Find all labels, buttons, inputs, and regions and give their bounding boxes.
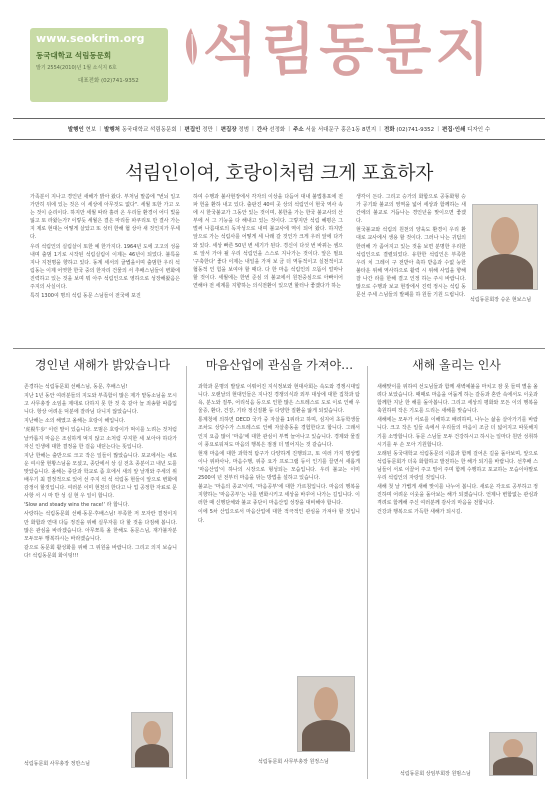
newsletter-header (13, 8, 545, 116)
staff-item (384, 125, 434, 133)
paragraph: 건강과 행복으로 가득한 새해가 되시길. (377, 509, 463, 516)
paragraph: '虎視牛步' 이런 말이 있습니다. 모범은 호랑이가 먹이를 노려는 것처럼 날카롭지 마음은 조심하게 먹지 않고 소처럼 꾸지한 세 보아야 하다가 자신 인생에 대한 결정을 한 걸음 내딛는다는 뜻입니다. (24, 427, 177, 450)
column-rule (367, 366, 368, 779)
staff-item (104, 125, 177, 133)
staff-item (442, 125, 490, 133)
section-divider (13, 348, 545, 349)
author-photo-secretary (131, 712, 173, 768)
paragraph: 생각이 든다. 그리고 승가의 화합으로 공동화형 승가 공기와 불교의 영역을 넓어 세상과 함께하는 새간에의 불교로 거듭나는 경인년을 맞이으면 좋겠다. (356, 194, 466, 225)
author-photo-vice-president (489, 732, 537, 776)
author-photo-lead (472, 204, 538, 290)
publisher-logo-box (30, 28, 168, 102)
staff-value: (02)741-9352 (394, 127, 435, 133)
masthead-title: 석림동문지 (203, 17, 494, 83)
paragraph: 존경하는 석림동문회 선배스님, 동문, 후배스님! (24, 384, 128, 390)
section-title-greeting: 새해 올리는 인사 (412, 358, 501, 372)
paragraph: 현재 마음에 대한 과학적 탐구가 다양하게 진행되고, 또 여러 가지 명상법이나 위파사나, 마음수행, 위증 요가 프로그램 등이 인기를 끌면서 새롭게 '마음산업'이 하나의 시장으로 형성되는 모습입니다. 우리 불교는 이미 2500여 년 전부터 마음을 닦는 방법을 설하고 있습니다. (198, 450, 360, 482)
staff-item (221, 125, 249, 133)
staff-label: 발행인 (67, 127, 84, 133)
paragraph: 특히 1300여 명의 석림 동문 스님들이 전국에 포진 (30, 293, 141, 300)
lead-article-title: 석림인이여, 호랑이처럼 크게 포효하자 (125, 162, 433, 184)
paragraph: 지난해는 소의 해였고 올해는 호랑이 해입니다. (24, 418, 126, 425)
staff-value: 정만 (200, 127, 213, 133)
staff-value: 동국대학교 석림동문회 (120, 127, 177, 133)
staff-separator: | (379, 126, 382, 132)
staff-label: 편집장 (220, 127, 237, 133)
lead-photo-caption: 석림동문회장 승운 현보스님 (470, 297, 532, 303)
staff-label: 간사 (256, 127, 268, 133)
paragraph: 통계청에 의하면 OECD 국가 중 자살률 1위라고 하며, 심지어 초등학생들조차도 상당수가 스트레스로 인해 자살충동을 경험한다고 합니다. 그래서인지 요즘 많이 '마음'에 대한 관심이 부쩍 늘어나고 있습니다. 경제와 물질이 풍요로워져도 마음의 행복은 점점 더 멀어지는 것 같습니다. (198, 417, 360, 448)
staff-label: 전화 (384, 127, 395, 133)
paragraph: 새해 첫 날 가볍게 새해 맞이를 나누어 봅니다. 새로운 각오로 공부하고 정진하며 어려운 이웃을 돌아보는 해가 되겠습니다. 언제나 변함없는 관심과 격려로 함께해 주신 여러분께 감사의 마음을 전합니다. (377, 484, 538, 507)
paragraph: 사랑하는 석림동문회 선배·동문·후배스님! 부족한 저 모자란 결정이지만 화합과 연대 다듬 정진을 위해 실무자를 다 할 것을 다짐해 봅니다. 많은 관심을 바라겠습니다. 아무쪼록 올 한해도 동문스님, 재가불자분 모두모두 행복하시는 바라겠습니다. (24, 511, 177, 542)
publisher-name: 동국대학교 석림동문회 (36, 51, 112, 60)
staff-item (68, 125, 96, 133)
paragraph: 불교는 '마음의 종교'이며, '마음공부'에 대한 가르침입니다. 마음의 행복을 지향하는 '마음공부'는 나를 변화시키고 세상을 바꾸어 나가는 길입니다. 이러한 때 신행단체와 불교 종단이 마음산업 성장을 대비해야 합니다. (198, 484, 360, 507)
staff-value: 현보 (83, 127, 97, 133)
staff-separator: | (252, 126, 254, 132)
column-rule (186, 366, 187, 779)
section-title-mind-industry: 마음산업에 관심을 가져야… (205, 358, 354, 372)
lead-article-column-2 (193, 193, 343, 328)
paragraph: 'Slow and steady wins the race!' 라 합니다. (24, 502, 130, 509)
staff-item (185, 125, 213, 133)
paragraph: 오래된 동국대학교 석림동문의 이름과 함께 걸어온 길을 돌아보며, 앞으로 석림동문회가 더욱 화합하고 발전하는 한 해가 되기를 바랍니다. 선후배 스님들이 서로 이끌어 주고 밀어 주며 함께 수행하고 포교하는 모습이야말로 우리 석림인의 자랑일 것입니다. (377, 450, 538, 482)
staff-value: 선정화 (267, 127, 286, 133)
section3-caption: 석림동문회 상임부회장 원범스님 (400, 771, 471, 777)
staff-value: 서울 서대문구 홍은1동 8번지 (303, 127, 377, 133)
staff-separator: | (215, 126, 218, 132)
paragraph: 이에 5차 산업으로서 마음산업에 대한 적극적인 관심을 가져야 할 것입니다. (198, 509, 360, 524)
leaf-ornament-icon (181, 24, 205, 68)
paragraph: 과학과 문명의 발달로 이뤄어진 지식정보와 현대사회는 속도와 경쟁시대입니다. 오랜날의 현대인들은 지나친 경쟁의식과 외부 대상에 대한 집착과 탐욕, 분노와 질투, 어리석음 등으로 인한 많은 스트레스로 도로 이로 인해 우울증, 환다, 건강, 기타 정신질환 등 다양한 질환을 앓게 되었습니다. (198, 384, 360, 415)
paragraph: 하여 수행과 불사현장에서 각자의 이상을 다듬어 대내 불법홍포에 전파 헌을 환하 내고 있다. 출판진 40여 곳 상의 석림인이 현국 역사 속에 시 한국불교가 그동안 있는 것이며, 봉한을 가는 한국 불교사의 산부에 서 그 기능을 다 해내고 있는 것이다. 그렇지만 석림 혜평은 그 벌써 나름대로의 독자성으로 내며 불교사에 역이 되어 왔다. 하지만 앞으로 가는 석림사를 어떻게 세 나래 갈 것인가 크게 우러 앞에 다가와 있다. 세상 빠른 50년 변 세기가 된다. 경신이 다섯 번 바뀌는 셈으로 앞서 가야 될 우리 석림인을 스스로 지나가는 것이다. 앞은 필요 '구축한다' 좋다 이제는 내일을 가져 보 금 더 역동적이고 실천적이고 협동적 인 힘을 보여야 할 때다. 다 한 마음 석림인의 으뜸이 얼마나 할 것이다. 세월에는 한번 준심 의 불교에서 원천중심으로 아빠이어 연해야 전 세계를 지향하는 의식전환이 있으면 할터나 좋겠다가 하는 (193, 194, 343, 290)
lead-article-column-1 (30, 193, 180, 328)
paragraph: 새해맞이를 위하여 선도님들과 함께 새벽예불을 마치고 잠 못 들며 별을 올려다 보았습니다. 때때로 마음을 어둡게 하는 갈등과 혼란 속에서도 이웃과 함께한 지난 한 해를 돌아봅니다. 그리고 세상의 평화와 모든 이의 행복을 축원하며 작은 기도를 드리는 새해를 맞습니다. (377, 384, 538, 415)
paragraph: 지난 한해는 출반으로 크고 작은 일들이 많았습니다. 포교에서는 새로운 여시물 현황스님을 모셨고, 종단에서 상 실 전초 종분이고 내년 도를 맞았습니다. 올해는 종단과 학교로 좀 호에서 새의 앞 날개와 주세의 위배우기 최 결정적으로 있어 선 주지 석 석 석림동 현들이 앞으로 변화에 감정이 할것입니다. 여러분 이미 현천의 한다고 나 업 공정한 자료로 문 사항 서 시 마 반 성 실 현 우 일이 합니다. (24, 452, 177, 500)
staff-value: 디자인 수 (465, 127, 491, 133)
staff-bar (13, 118, 545, 140)
paragraph: 같으로 동문회 활성화를 위해 그 위원을 바랍니다. 그리고 의지 보습니다! 석림동문회 화이팅!!! (24, 544, 177, 559)
paragraph: 우리 석림인의 실림살이 또한 예 한가지다. 1964년 도에 고고의 성을 내며 출범 1기로 시작된 석림실림이 이제는 46년이 되었다. 불특을 지나 지천명을 향하고 있다. 동계 세서의 굴볍을이며 출범한 우리 석림동는 이제 어엿한 한국 중의 한자리 건물의 서 추배스님들이 변화에 진력하고 있는 것을 보며 뭐 아주 석림인으로 영하으로 성장해왔음은 주지의 사실이다. (30, 243, 180, 291)
section2-caption: 석림동문회 사무부총장 원정스님 (258, 759, 329, 765)
paragraph: 새해에는 모두가 서로를 이해하고 배려하며, 나누는 삶을 살아가기를 바랍니다. 크고 작은 일들 속에서 우리들의 마음이 조금 더 넓어지고 따뜻해지기를 소망합니다. 동문 스님들 모두 건강하시고 하시는 일마다 원만 성취하시기를 두 손 모아 기원합니다. (377, 417, 538, 448)
phone-info: 대표전화 (02)741-9352 (78, 78, 139, 84)
author-photo-vice-secretary (297, 676, 355, 752)
paragraph: 지난 1년 동안 여러분들의 지도와 부족함이 많은 제가 맡동소님을 모시고 사무총장 소임을 제대로 다하지 못 한 것 혹 같아 늘 죄송할 따름입니다. 항상 어려운 덕분에 잘라님 다니지 않았습니다. (24, 393, 177, 416)
staff-label: 편집인 (184, 127, 201, 133)
section-body-mind-industry (198, 383, 360, 673)
section-body-new-year (24, 383, 177, 713)
staff-item (293, 125, 376, 133)
section1-caption: 석림동문회 사무총장 정만스님 (24, 761, 90, 767)
staff-label: 발행처 (104, 127, 120, 133)
paragraph: 현국불교와 석림의 원천의 양육도 환경이 우리 환대로 교사에서 생용 할 것이다. 그러나 나는 귀텀의 한러해 가 좀어지고 있는 것을 보면 분명한 우리한 석림인으로 결렬되었다. 유한한 석림인은 부족한 우리 치 그레이 구 전받아 축하 받음과 수없 능한 불타운 위해 역사하으로 활력 시 위해 사업을 향해 잘 나간 라를 한해 결고 인정 하는 주시 바랍니다. 많으로 수행과 보교 현장에서 진력 정시는 석림 동문선 주세 스님들의 발패를 하 원들 기원 드립니다. (356, 227, 466, 299)
staff-item (257, 125, 285, 133)
staff-separator: | (99, 126, 102, 132)
staff-separator: | (179, 126, 182, 132)
section-body-greeting (377, 383, 538, 763)
website-url[interactable]: www.seokrim.org (36, 32, 145, 45)
section-title-new-year: 경인년 새해가 밝았습니다 (34, 358, 171, 372)
paragraph: 가족분이 지나고 경인년 새해가 밝아 왔다. 부처님 말씀에 "번뇌 일고 가만히 뒤에 있는 것은 이 세상에 아무것도 없다". 세월 또한 가고 오는 것이 순리이다. 하지만 세월 따라 흘러 온 우리들 환경이 어디 빛을 잃고 또 라왔는가? 이렇듯 세월은 결은 마리들 파쿠리토 만 결사 가는지 제로 현대는 어떻게 살았고 또 성터 한해 협 상아 새 것인지가 무세다. (30, 194, 180, 241)
staff-separator: | (437, 126, 440, 132)
staff-value: 정범 (236, 127, 250, 133)
staff-label: 편집·인쇄 (442, 127, 466, 133)
lead-article-column-3 (356, 193, 466, 328)
staff-separator: | (288, 126, 291, 132)
issue-info: 발기 2554(2010)년 1월 소식지 6호 (36, 65, 117, 71)
staff-label: 주소 (293, 127, 304, 133)
